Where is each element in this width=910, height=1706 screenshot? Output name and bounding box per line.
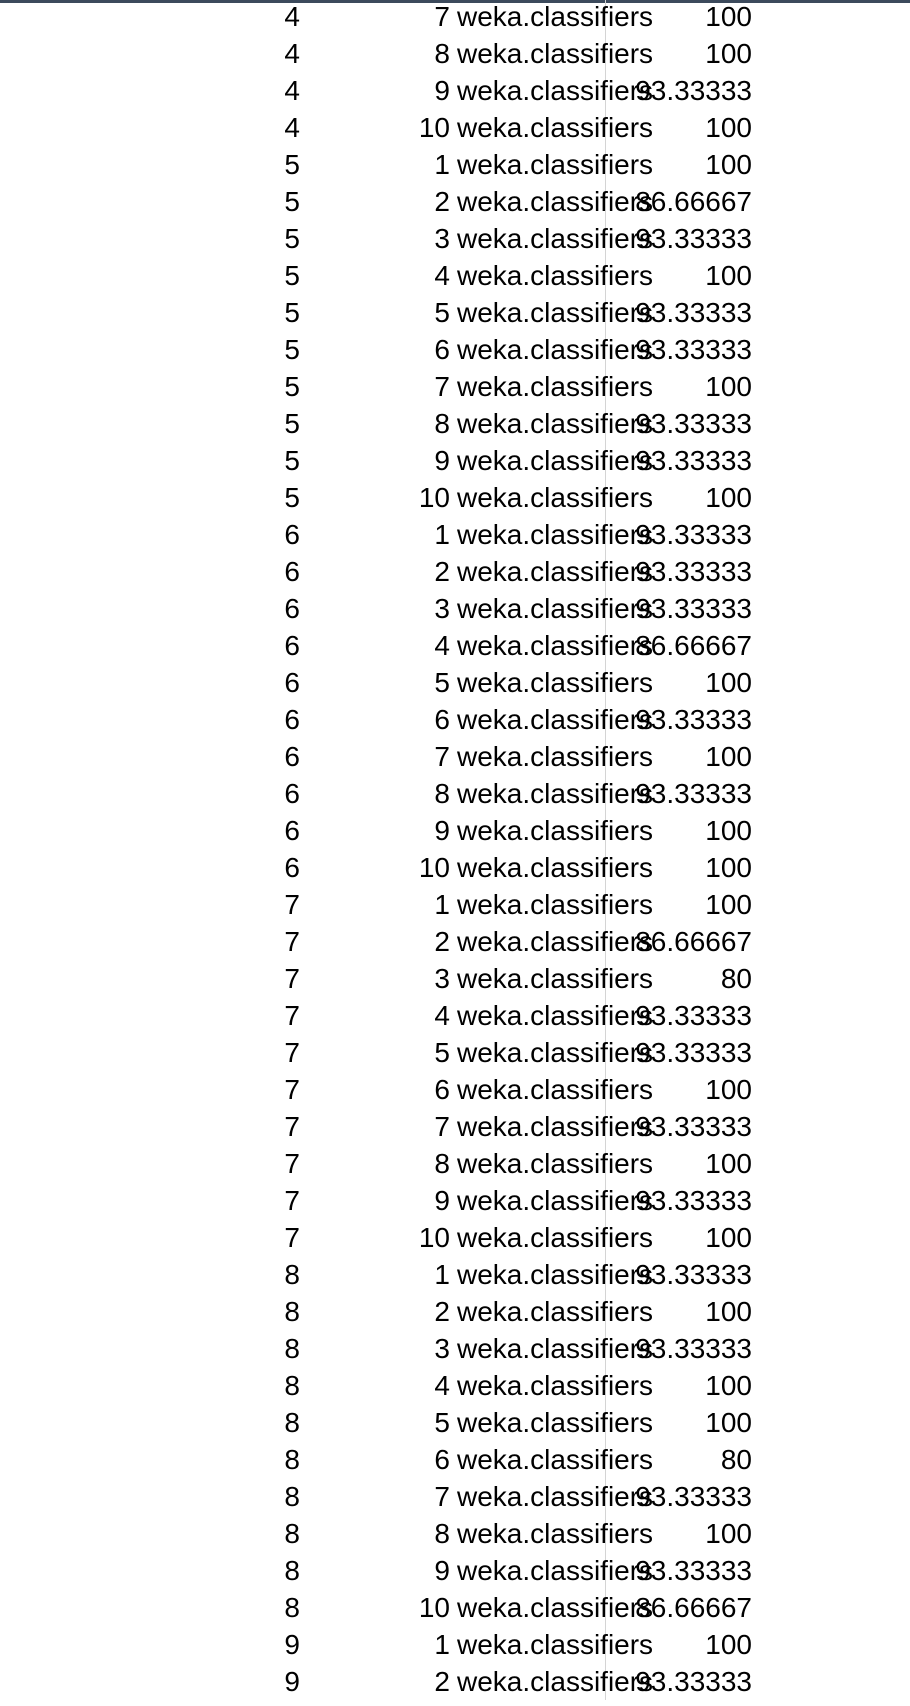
scheme-cell[interactable]: weka.classifiers xyxy=(457,664,606,701)
table-row xyxy=(0,1330,910,1367)
fold-cell[interactable]: 2 xyxy=(434,926,450,957)
fold-cell[interactable]: 4 xyxy=(434,630,450,661)
scheme-cell[interactable]: weka.classifiers xyxy=(457,331,606,368)
table-row xyxy=(0,1626,910,1663)
run-cell[interactable]: 4 xyxy=(284,75,300,106)
fold-cell[interactable]: 9 xyxy=(434,815,450,846)
run-cell[interactable]: 6 xyxy=(284,704,300,735)
run-cell[interactable]: 6 xyxy=(284,630,300,661)
percent-correct-cell[interactable]: 93.33333 xyxy=(635,1185,752,1216)
scheme-cell[interactable]: weka.classifiers xyxy=(457,1626,606,1663)
fold-cell[interactable]: 3 xyxy=(434,1333,450,1364)
scheme-cell[interactable]: weka.classifiers xyxy=(457,146,606,183)
table-row xyxy=(0,1404,910,1441)
table-row xyxy=(0,294,910,331)
percent-correct-cell[interactable]: 100 xyxy=(705,112,752,143)
percent-correct-cell[interactable]: 100 xyxy=(705,1074,752,1105)
fold-cell[interactable]: 1 xyxy=(434,1259,450,1290)
percent-correct-cell[interactable]: 100 xyxy=(705,1518,752,1549)
scheme-cell[interactable]: weka.classifiers xyxy=(457,1441,606,1478)
table-row xyxy=(0,1367,910,1404)
scheme-cell[interactable]: weka.classifiers xyxy=(457,516,606,553)
run-cell[interactable]: 6 xyxy=(284,852,300,883)
table-row xyxy=(0,1552,910,1589)
run-cell[interactable]: 6 xyxy=(284,519,300,550)
fold-cell[interactable]: 8 xyxy=(434,778,450,809)
run-cell[interactable]: 5 xyxy=(284,445,300,476)
percent-correct-cell[interactable]: 86.66667 xyxy=(635,1592,752,1623)
run-cell[interactable]: 7 xyxy=(284,926,300,957)
table-row xyxy=(0,109,910,146)
table-row xyxy=(0,442,910,479)
run-cell[interactable]: 8 xyxy=(284,1333,300,1364)
run-cell[interactable]: 5 xyxy=(284,260,300,291)
run-cell[interactable]: 8 xyxy=(284,1444,300,1475)
run-cell[interactable]: 8 xyxy=(284,1555,300,1586)
scheme-cell[interactable]: weka.classifiers xyxy=(457,0,606,35)
fold-cell[interactable]: 1 xyxy=(434,149,450,180)
fold-cell[interactable]: 4 xyxy=(434,1000,450,1031)
fold-cell[interactable]: 7 xyxy=(434,1481,450,1512)
scheme-cell[interactable]: weka.classifiers xyxy=(457,109,606,146)
scheme-cell[interactable]: weka.classifiers xyxy=(457,368,606,405)
fold-cell[interactable]: 4 xyxy=(434,1370,450,1401)
fold-cell[interactable]: 7 xyxy=(434,371,450,402)
run-cell[interactable]: 6 xyxy=(284,778,300,809)
fold-cell[interactable]: 6 xyxy=(434,704,450,735)
run-cell[interactable]: 4 xyxy=(284,1,300,32)
run-cell[interactable]: 7 xyxy=(284,963,300,994)
table-row xyxy=(0,849,910,886)
run-cell[interactable]: 8 xyxy=(284,1407,300,1438)
scheme-cell[interactable]: weka.classifiers xyxy=(457,442,606,479)
table-row xyxy=(0,590,910,627)
run-cell[interactable]: 8 xyxy=(284,1296,300,1327)
run-cell[interactable]: 7 xyxy=(284,1037,300,1068)
percent-correct-cell[interactable]: 100 xyxy=(705,667,752,698)
percent-correct-cell[interactable]: 100 xyxy=(705,1370,752,1401)
table-row xyxy=(0,775,910,812)
run-cell[interactable]: 8 xyxy=(284,1259,300,1290)
fold-cell[interactable]: 6 xyxy=(434,1444,450,1475)
percent-correct-cell[interactable]: 93.33333 xyxy=(635,556,752,587)
fold-cell[interactable]: 8 xyxy=(434,1518,450,1549)
percent-correct-cell[interactable]: 100 xyxy=(705,38,752,69)
percent-correct-cell[interactable]: 93.33333 xyxy=(635,408,752,439)
run-cell[interactable]: 7 xyxy=(284,1185,300,1216)
table-row xyxy=(0,553,910,590)
table-row xyxy=(0,1589,910,1626)
scheme-cell[interactable]: weka.classifiers xyxy=(457,72,606,109)
percent-correct-cell[interactable]: 100 xyxy=(705,1222,752,1253)
run-cell[interactable]: 8 xyxy=(284,1481,300,1512)
fold-cell[interactable]: 1 xyxy=(434,519,450,550)
percent-correct-cell[interactable]: 86.66667 xyxy=(635,926,752,957)
run-cell[interactable]: 5 xyxy=(284,149,300,180)
fold-cell[interactable]: 3 xyxy=(434,593,450,624)
percent-correct-cell[interactable]: 93.33333 xyxy=(635,75,752,106)
table-row xyxy=(0,1515,910,1552)
table-row xyxy=(0,627,910,664)
percent-correct-cell[interactable]: 80 xyxy=(720,1444,752,1475)
fold-cell[interactable]: 6 xyxy=(434,1074,450,1105)
percent-correct-cell[interactable]: 86.66667 xyxy=(635,630,752,661)
fold-cell[interactable]: 5 xyxy=(434,1037,450,1068)
run-cell[interactable]: 5 xyxy=(284,334,300,365)
percent-correct-cell[interactable]: 93.33333 xyxy=(635,778,752,809)
run-cell[interactable]: 7 xyxy=(284,1111,300,1142)
run-cell[interactable]: 8 xyxy=(284,1370,300,1401)
run-cell[interactable]: 6 xyxy=(284,741,300,772)
fold-cell[interactable]: 9 xyxy=(434,75,450,106)
scheme-cell[interactable]: weka.classifiers xyxy=(457,1478,606,1515)
table-row xyxy=(0,405,910,442)
run-cell[interactable]: 5 xyxy=(284,482,300,513)
run-cell[interactable]: 5 xyxy=(284,186,300,217)
fold-cell[interactable]: 5 xyxy=(434,1407,450,1438)
table-row xyxy=(0,1478,910,1515)
percent-correct-cell[interactable]: 100 xyxy=(705,149,752,180)
fold-cell[interactable]: 9 xyxy=(434,445,450,476)
run-cell[interactable]: 7 xyxy=(284,1074,300,1105)
fold-cell[interactable]: 7 xyxy=(434,1,450,32)
table-row xyxy=(0,368,910,405)
fold-cell[interactable]: 10 xyxy=(418,482,450,513)
fold-cell[interactable]: 1 xyxy=(434,889,450,920)
scheme-cell[interactable]: weka.classifiers xyxy=(457,701,606,738)
percent-correct-cell[interactable]: 86.66667 xyxy=(635,186,752,217)
fold-cell[interactable]: 3 xyxy=(434,963,450,994)
fold-cell[interactable]: 7 xyxy=(434,1111,450,1142)
fold-cell[interactable]: 8 xyxy=(434,38,450,69)
percent-correct-cell[interactable]: 93.33333 xyxy=(635,445,752,476)
percent-correct-cell[interactable]: 93.33333 xyxy=(635,1666,752,1697)
run-cell[interactable]: 7 xyxy=(284,1148,300,1179)
scheme-cell[interactable]: weka.classifiers xyxy=(457,553,606,590)
percent-correct-cell[interactable]: 100 xyxy=(705,371,752,402)
fold-cell[interactable]: 2 xyxy=(434,186,450,217)
scheme-cell[interactable]: weka.classifiers xyxy=(457,812,606,849)
percent-correct-cell[interactable]: 93.33333 xyxy=(635,1333,752,1364)
fold-cell[interactable]: 9 xyxy=(434,1185,450,1216)
table-row xyxy=(0,1441,910,1478)
fold-cell[interactable]: 3 xyxy=(434,223,450,254)
table-row xyxy=(0,1219,910,1256)
run-cell[interactable]: 5 xyxy=(284,297,300,328)
table-row xyxy=(0,812,910,849)
table-row xyxy=(0,960,910,997)
percent-correct-cell[interactable]: 93.33333 xyxy=(635,1481,752,1512)
run-cell[interactable]: 6 xyxy=(284,815,300,846)
table-row xyxy=(0,923,910,960)
percent-correct-cell[interactable]: 100 xyxy=(705,1407,752,1438)
run-cell[interactable]: 4 xyxy=(284,112,300,143)
percent-correct-cell[interactable]: 100 xyxy=(705,482,752,513)
scheme-cell[interactable]: weka.classifiers xyxy=(457,738,606,775)
table-row xyxy=(0,1071,910,1108)
run-cell[interactable]: 5 xyxy=(284,408,300,439)
run-cell[interactable]: 7 xyxy=(284,1222,300,1253)
percent-correct-cell[interactable]: 93.33333 xyxy=(635,1259,752,1290)
table-row xyxy=(0,1293,910,1330)
percent-correct-cell[interactable]: 93.33333 xyxy=(635,704,752,735)
scheme-cell[interactable]: weka.classifiers xyxy=(457,183,606,220)
run-cell[interactable]: 5 xyxy=(284,223,300,254)
fold-cell[interactable]: 7 xyxy=(434,741,450,772)
table-row xyxy=(0,738,910,775)
percent-correct-cell[interactable]: 93.33333 xyxy=(635,1000,752,1031)
percent-correct-cell[interactable]: 93.33333 xyxy=(635,223,752,254)
fold-cell[interactable]: 8 xyxy=(434,1148,450,1179)
scheme-cell[interactable]: weka.classifiers xyxy=(457,1663,606,1700)
scheme-cell[interactable]: weka.classifiers xyxy=(457,405,606,442)
percent-correct-cell[interactable]: 100 xyxy=(705,1629,752,1660)
run-cell[interactable]: 9 xyxy=(284,1666,300,1697)
scheme-cell[interactable]: weka.classifiers xyxy=(457,479,606,516)
fold-cell[interactable]: 5 xyxy=(434,667,450,698)
table-row xyxy=(0,35,910,72)
table-row xyxy=(0,479,910,516)
fold-cell[interactable]: 6 xyxy=(434,334,450,365)
percent-correct-cell[interactable]: 100 xyxy=(705,852,752,883)
percent-correct-cell[interactable]: 80 xyxy=(720,963,752,994)
scheme-cell[interactable]: weka.classifiers xyxy=(457,997,606,1034)
table-row xyxy=(0,664,910,701)
percent-correct-cell[interactable]: 93.33333 xyxy=(635,297,752,328)
table-row xyxy=(0,701,910,738)
table-row xyxy=(0,1034,910,1071)
fold-cell[interactable]: 10 xyxy=(418,112,450,143)
run-cell[interactable]: 6 xyxy=(284,593,300,624)
table-row xyxy=(0,1256,910,1293)
percent-correct-cell[interactable]: 93.33333 xyxy=(635,1555,752,1586)
scheme-cell[interactable]: weka.classifiers xyxy=(457,1108,606,1145)
percent-correct-cell[interactable]: 93.33333 xyxy=(635,1037,752,1068)
table-row xyxy=(0,516,910,553)
fold-cell[interactable]: 9 xyxy=(434,1555,450,1586)
scheme-cell[interactable]: weka.classifiers xyxy=(457,1071,606,1108)
percent-correct-cell[interactable]: 93.33333 xyxy=(635,519,752,550)
fold-cell[interactable]: 8 xyxy=(434,408,450,439)
scheme-cell[interactable]: weka.classifiers xyxy=(457,1552,606,1589)
run-cell[interactable]: 9 xyxy=(284,1629,300,1660)
run-cell[interactable]: 8 xyxy=(284,1592,300,1623)
scheme-cell[interactable]: weka.classifiers xyxy=(457,923,606,960)
table-row xyxy=(0,183,910,220)
table-row xyxy=(0,72,910,109)
scheme-cell[interactable]: weka.classifiers xyxy=(457,960,606,997)
run-cell[interactable]: 6 xyxy=(284,667,300,698)
scheme-cell[interactable]: weka.classifiers xyxy=(457,220,606,257)
run-cell[interactable]: 7 xyxy=(284,889,300,920)
run-cell[interactable]: 5 xyxy=(284,371,300,402)
fold-cell[interactable]: 5 xyxy=(434,297,450,328)
percent-correct-cell[interactable]: 100 xyxy=(705,889,752,920)
fold-cell[interactable]: 2 xyxy=(434,1666,450,1697)
table-row xyxy=(0,886,910,923)
scheme-cell[interactable]: weka.classifiers xyxy=(457,849,606,886)
scheme-cell[interactable]: weka.classifiers xyxy=(457,627,606,664)
table-row xyxy=(0,220,910,257)
fold-cell[interactable]: 2 xyxy=(434,1296,450,1327)
percent-correct-cell[interactable]: 100 xyxy=(705,1296,752,1327)
table-row xyxy=(0,1182,910,1219)
percent-correct-cell[interactable]: 100 xyxy=(705,260,752,291)
table-row xyxy=(0,0,910,35)
percent-correct-cell[interactable]: 100 xyxy=(705,815,752,846)
fold-cell[interactable]: 10 xyxy=(418,1222,450,1253)
fold-cell[interactable]: 10 xyxy=(418,1592,450,1623)
percent-correct-cell[interactable]: 93.33333 xyxy=(635,1111,752,1142)
scheme-cell[interactable]: weka.classifiers xyxy=(457,257,606,294)
scheme-cell[interactable]: weka.classifiers xyxy=(457,886,606,923)
scheme-cell[interactable]: weka.classifiers xyxy=(457,775,606,812)
fold-cell[interactable]: 2 xyxy=(434,556,450,587)
scheme-cell[interactable]: weka.classifiers xyxy=(457,1256,606,1293)
table-row xyxy=(0,146,910,183)
run-cell[interactable]: 4 xyxy=(284,38,300,69)
percent-correct-cell[interactable]: 100 xyxy=(705,741,752,772)
fold-cell[interactable]: 10 xyxy=(418,852,450,883)
scheme-cell[interactable]: weka.classifiers xyxy=(457,1404,606,1441)
percent-correct-cell[interactable]: 93.33333 xyxy=(635,334,752,365)
table-row xyxy=(0,1108,910,1145)
run-cell[interactable]: 7 xyxy=(284,1000,300,1031)
table-row xyxy=(0,1663,910,1700)
table-row xyxy=(0,997,910,1034)
percent-correct-cell[interactable]: 100 xyxy=(705,1148,752,1179)
scheme-cell[interactable]: weka.classifiers xyxy=(457,1293,606,1330)
table-row xyxy=(0,257,910,294)
scheme-cell[interactable]: weka.classifiers xyxy=(457,1515,606,1552)
fold-cell[interactable]: 4 xyxy=(434,260,450,291)
scheme-cell[interactable]: weka.classifiers xyxy=(457,1589,606,1626)
scheme-cell[interactable]: weka.classifiers xyxy=(457,1034,606,1071)
scheme-cell[interactable]: weka.classifiers xyxy=(457,1145,606,1182)
table-row xyxy=(0,331,910,368)
scheme-cell[interactable]: weka.classifiers xyxy=(457,35,606,72)
percent-correct-cell[interactable]: 93.33333 xyxy=(635,593,752,624)
scheme-cell[interactable]: weka.classifiers xyxy=(457,294,606,331)
scheme-cell[interactable]: weka.classifiers xyxy=(457,1219,606,1256)
scheme-cell[interactable]: weka.classifiers xyxy=(457,1182,606,1219)
scheme-cell[interactable]: weka.classifiers xyxy=(457,590,606,627)
scheme-cell[interactable]: weka.classifiers xyxy=(457,1367,606,1404)
run-cell[interactable]: 6 xyxy=(284,556,300,587)
table-row xyxy=(0,1145,910,1182)
scheme-cell[interactable]: weka.classifiers xyxy=(457,1330,606,1367)
run-cell[interactable]: 8 xyxy=(284,1518,300,1549)
fold-cell[interactable]: 1 xyxy=(434,1629,450,1660)
percent-correct-cell[interactable]: 100 xyxy=(705,1,752,32)
